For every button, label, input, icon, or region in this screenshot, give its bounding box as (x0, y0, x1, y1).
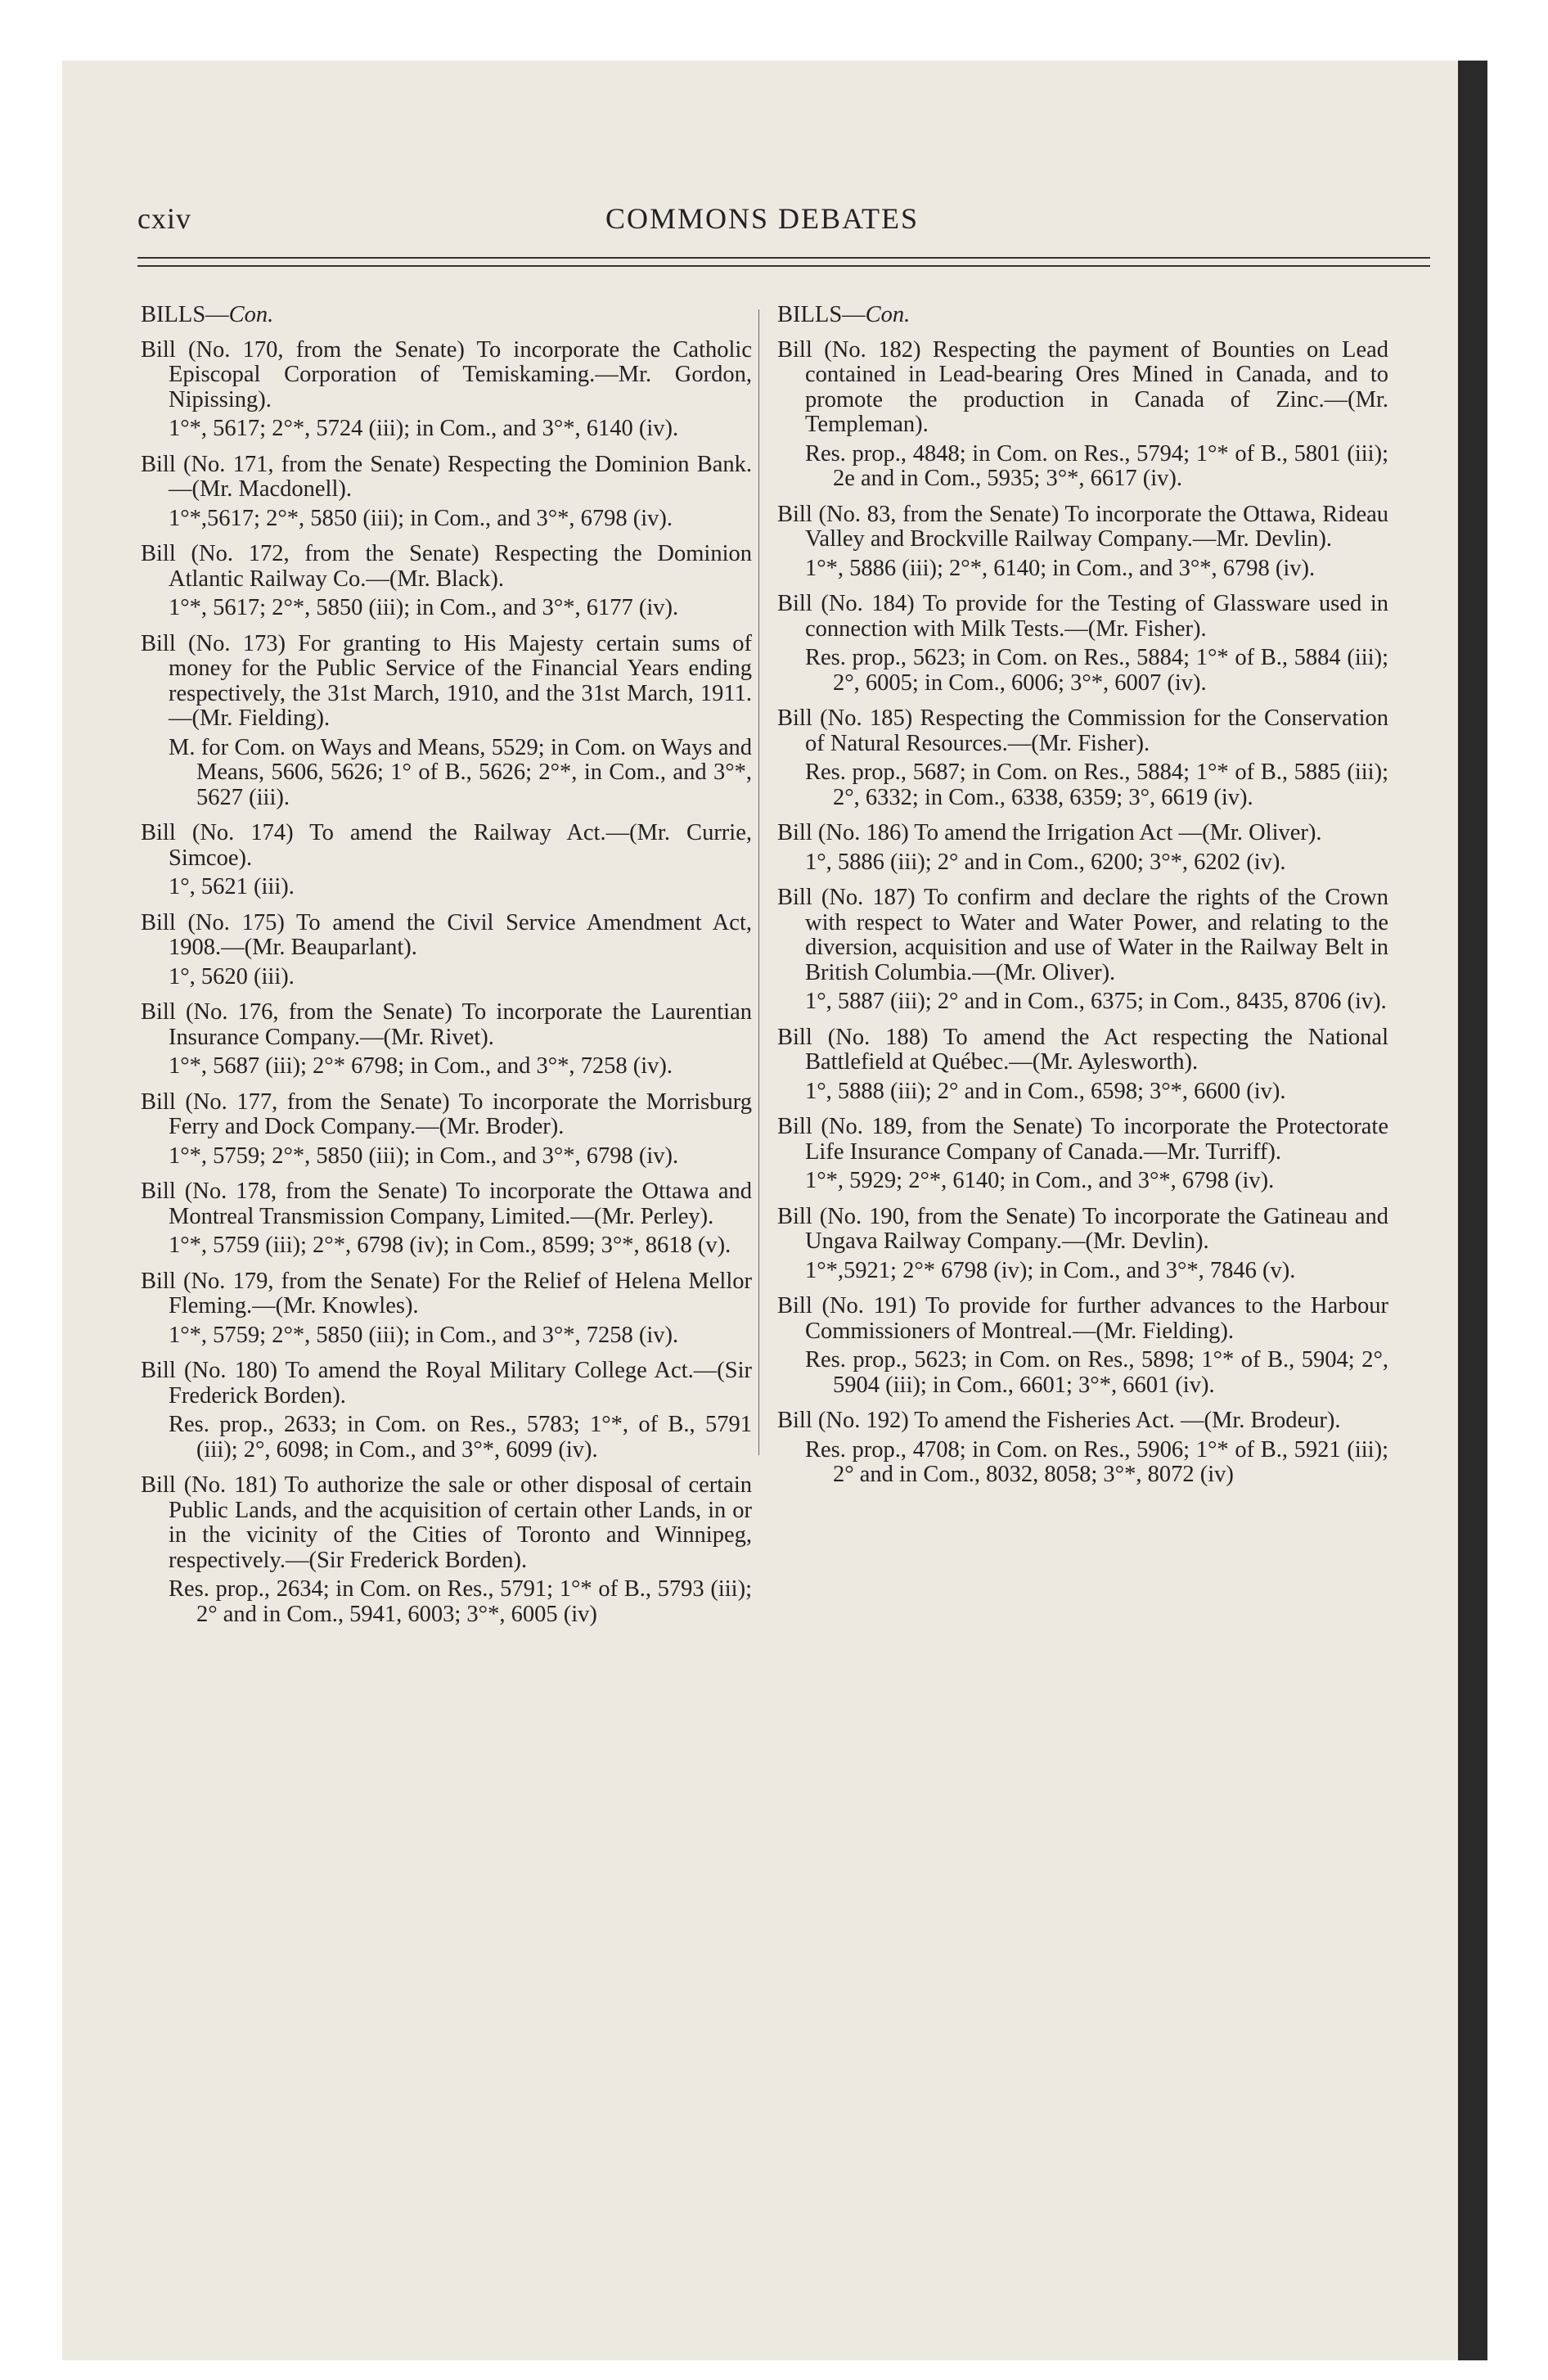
bill-proceedings: Res. prop., 5623; in Com. on Res., 5884; 1°* of B., 5884 (iii); 2°, 6005; in Com., 6006; 3°*, 6007 (iv). (805, 645, 1388, 696)
column-divider (758, 309, 759, 1455)
bill-entry (141, 632, 752, 811)
bill-title: Bill (No. 189, from the Senate) To incorporate the Protectorate Life Insurance Company of Canada.—Mr. Turriff). (777, 1114, 1388, 1165)
bill-title: Bill (No. 173) For granting to His Majesty certain sums of money for the Public Service of the Financial Years ending respectively, the 31st March, 1910, and the 31st March, 1911.—(Mr. Fielding). (141, 630, 752, 731)
bill-title: Bill (No. 172, from the Senate) Respecting the Dominion Atlantic Railway Co.—(Mr. Black). (141, 541, 752, 592)
bill-proceedings: Res. prop., 2634; in Com. on Res., 5791; 1°* of B., 5793 (iii); 2° and in Com., 5941, 6003; 3°*, 6005 (iv) (169, 1576, 752, 1627)
bill-title: Bill (No. 177, from the Senate) To incorporate the Morrisburg Ferry and Dock Company.—(Mr. Broder). (141, 1089, 752, 1139)
bill-title: Bill (No. 186) To amend the Irrigation Act —(Mr. Oliver). (777, 820, 1322, 845)
bill-entry (777, 706, 1388, 810)
bill-title: Bill (No. 188) To amend the Act respecting the National Battlefield at Québec.—(Mr. Aylesworth). (777, 1024, 1388, 1075)
header-rule-top (137, 257, 1430, 259)
bill-proceedings: 1°*, 5617; 2°*, 5724 (iii); in Com., and 3°*, 6140 (iv). (169, 416, 679, 441)
bill-proceedings: 1°*, 5617; 2°*, 5850 (iii); in Com., and 3°*, 6177 (iv). (169, 595, 679, 620)
bill-proceedings: Res. prop., 5623; in Com. on Res., 5898; 1°* of B., 5904; 2°, 5904 (iii); in Com., 6601; 3°*, 6601 (iv). (805, 1347, 1388, 1398)
bill-title: Bill (No. 174) To amend the Railway Act.—(Mr. Currie, Simcoe). (141, 820, 752, 871)
bill-proceedings: 1°, 5888 (iii); 2° and in Com., 6598; 3°*, 6600 (iv). (805, 1078, 1286, 1104)
bill-title: Bill (No. 182) Respecting the payment of Bounties on Lead contained in Lead-bearing Ores Mined in Canada, and to promote the production in Canada of Zinc.—(Mr. Templeman). (777, 336, 1388, 437)
bill-proceedings: 1°*,5617; 2°*, 5850 (iii); in Com., and 3°*, 6798 (iv). (169, 505, 673, 531)
scan-edge-shadow (1458, 61, 1487, 2360)
bill-title: Bill (No. 171, from the Senate) Respecting the Dominion Bank.—(Mr. Macdonell). (141, 451, 752, 502)
header-rule-bottom (137, 265, 1430, 267)
heading-text: BILLS (141, 302, 206, 327)
bill-entry (141, 911, 752, 990)
bill-proceedings: Res. prop., 4848; in Com. on Res., 5794; 1°* of B., 5801 (iii); 2e and in Com., 5935; 3°*, 6617 (iv). (805, 440, 1388, 491)
bill-proceedings: Res. prop., 4708; in Com. on Res., 5906; 1°* of B., 5921 (iii); 2° and in Com., 8032, 8058; 3°*, 8072 (iv) (805, 1436, 1388, 1487)
bill-title: Bill (No. 170, from the Senate) To incorporate the Catholic Episcopal Corporation of Temiskaming.—Mr. Gordon, Nipissing). (141, 336, 752, 412)
bill-title: Bill (No. 179, from the Senate) For the Relief of Helena Mellor Fleming.—(Mr. Knowles). (141, 1268, 752, 1318)
bill-entry (141, 1090, 752, 1170)
bill-entry (141, 1179, 752, 1259)
bill-proceedings: Res. prop., 2633; in Com. on Res., 5783; 1°*, of B., 5791 (iii); 2°, 6098; in Com., and 3°*, 6099 (iv). (169, 1412, 752, 1463)
bill-title: Bill (No. 178, from the Senate) To incorporate the Ottawa and Montreal Transmission Company, Limited.—(Mr. Perley). (141, 1179, 752, 1229)
bill-entry (141, 1473, 752, 1627)
bill-title: Bill (No. 180) To amend the Royal Military College Act.—(Sir Frederick Borden). (141, 1358, 752, 1409)
bill-entry (777, 1294, 1388, 1398)
bill-entry (141, 338, 752, 442)
bill-proceedings: 1°*, 5687 (iii); 2°* 6798; in Com., and 3°*, 7258 (iv). (169, 1053, 673, 1079)
page-title: COMMONS DEBATES (605, 202, 920, 235)
column-heading: BILLS—Con. (777, 302, 911, 327)
bill-title: Bill (No. 83, from the Senate) To incorporate the Ottawa, Rideau Valley and Brockville Railway Company.—Mr. Devlin). (777, 501, 1388, 552)
bill-proceedings: 1°*, 5759; 2°*, 5850 (iii); in Com., and 3°*, 7258 (iv). (169, 1322, 679, 1348)
bill-title: Bill (No. 187) To confirm and declare the rights of the Crown with respect to Water and Water Power, and relating to the diversion, acquisition and use of Water in the Railway Belt in British Columbia.—(Mr. Oliver). (777, 885, 1388, 985)
bill-entry (777, 503, 1388, 582)
bill-entry (777, 1025, 1388, 1105)
bill-title: Bill (No. 191) To provide for further advances to the Harbour Commissioners of Montreal.—(Mr. Fielding). (777, 1293, 1388, 1344)
bill-proceedings: 1°*, 5759; 2°*, 5850 (iii); in Com., and 3°*, 6798 (iv). (169, 1143, 679, 1169)
bill-title: Bill (No. 176, from the Senate) To incorporate the Laurentian Insurance Company.—(Mr. Rivet). (141, 999, 752, 1050)
column-heading: BILLS—Con. (141, 302, 274, 327)
bill-entry (777, 821, 1388, 875)
bill-entry (141, 1269, 752, 1349)
heading-suffix: Con. (865, 302, 911, 327)
left-column (141, 303, 752, 1638)
bill-proceedings: 1°, 5886 (iii); 2° and in Com., 6200; 3°*, 6202 (iv). (805, 849, 1286, 875)
bill-proceedings: 1°*,5921; 2°* 6798 (iv); in Com., and 3°*, 7846 (v). (805, 1257, 1296, 1283)
bill-proceedings: M. for Com. on Ways and Means, 5529; in Com. on Ways and Means, 5606, 5626; 1° of B., 5626; 2°*, in Com., and 3°*, 5627 (iii). (169, 734, 752, 810)
bill-proceedings: 1°, 5621 (iii). (169, 874, 295, 899)
bill-entry (777, 886, 1388, 1015)
bill-proceedings: 1°*, 5886 (iii); 2°*, 6140; in Com., and 3°*, 6798 (iv). (805, 555, 1316, 581)
heading-text: BILLS (777, 302, 843, 327)
bill-entry (777, 1205, 1388, 1284)
bill-entry (777, 1409, 1388, 1488)
bill-entry (141, 453, 752, 532)
bill-title: Bill (No. 190, from the Senate) To incorporate the Gatineau and Ungava Railway Company.—(Mr. Devlin). (777, 1203, 1388, 1254)
bill-proceedings: 1°, 5887 (iii); 2° and in Com., 6375; in Com., 8435, 8706 (iv). (805, 989, 1387, 1014)
bill-proceedings: Res. prop., 5687; in Com. on Res., 5884; 1°* of B., 5885 (iii); 2°, 6332; in Com., 6338, 6359; 3°, 6619 (iv). (805, 760, 1388, 810)
bill-entry (141, 542, 752, 621)
bill-entry (777, 338, 1388, 492)
bill-title: Bill (No. 192) To amend the Fisheries Act. —(Mr. Brodeur). (777, 1408, 1341, 1433)
bill-list (777, 338, 1388, 1488)
bill-entry (777, 1115, 1388, 1194)
bill-title: Bill (No. 184) To provide for the Testing of Glassware used in connection with Milk Tests.—(Mr. Fisher). (777, 591, 1388, 642)
right-column (777, 303, 1388, 1499)
bill-entry (141, 1359, 752, 1463)
bill-entry (777, 592, 1388, 696)
bill-entry (141, 821, 752, 900)
heading-suffix: Con. (228, 302, 274, 327)
bill-proceedings: 1°, 5620 (iii). (169, 963, 295, 989)
bill-proceedings: 1°*, 5759 (iii); 2°*, 6798 (iv); in Com., 8599; 3°*, 8618 (v). (169, 1233, 731, 1258)
bill-title: Bill (No. 185) Respecting the Commission for the Conservation of Natural Resources.—(Mr. Fisher). (777, 705, 1388, 756)
bill-title: Bill (No. 175) To amend the Civil Service Amendment Act, 1908.—(Mr. Beauparlant). (141, 909, 752, 960)
page-number: cxiv (137, 202, 191, 235)
bill-entry (141, 1000, 752, 1080)
bill-proceedings: 1°*, 5929; 2°*, 6140; in Com., and 3°*, 6798 (iv). (805, 1168, 1275, 1193)
bill-list (141, 338, 752, 1628)
bill-title: Bill (No. 181) To authorize the sale or other disposal of certain Public Lands, and the acquisition of certain other Lands, in or in the vicinity of the Cities of Toronto and Winnipeg, respectively.—(Sir Frederick Borden). (141, 1472, 752, 1573)
